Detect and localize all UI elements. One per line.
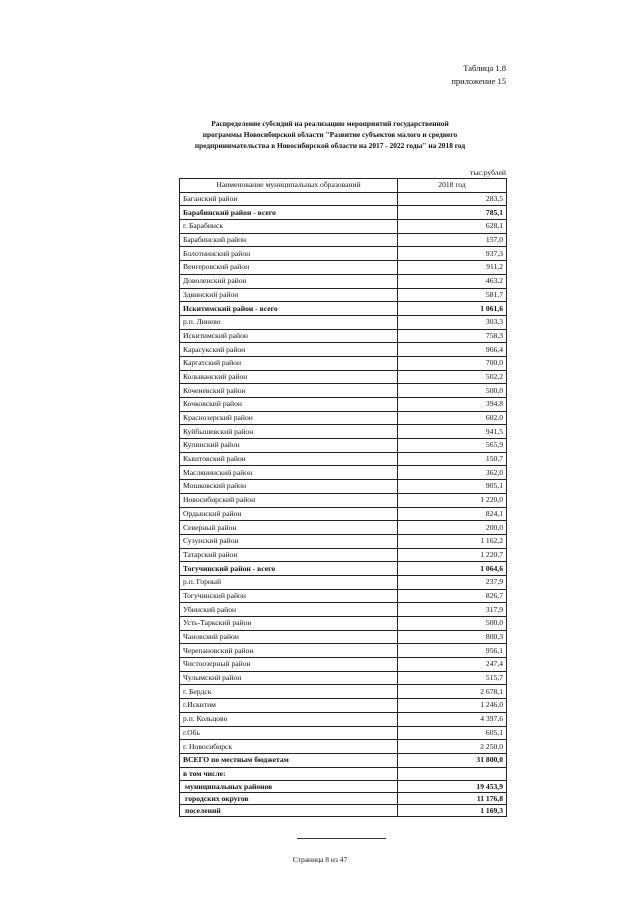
cell-name: муниципальных районов — [180, 781, 398, 793]
cell-name: р.п. Линево — [180, 315, 398, 329]
breakdown-row — [180, 793, 507, 805]
cell-name: Коченевский район — [180, 384, 398, 398]
cell-value: 157,0 — [398, 233, 507, 247]
cell-name: Венгеровский район — [180, 261, 398, 275]
cell-name: г. Барабинск — [180, 220, 398, 234]
cell-name: городских округов — [180, 793, 398, 805]
table-row — [180, 685, 507, 699]
table-row — [180, 206, 507, 220]
table-row — [180, 603, 507, 617]
table-row — [180, 192, 507, 206]
cell-value: 1 162,2 — [398, 534, 507, 548]
table-row — [180, 288, 507, 302]
table-row — [180, 439, 507, 453]
cell-value: 581,7 — [398, 288, 507, 302]
subsidy-table — [179, 178, 507, 817]
cell-value: 565,9 — [398, 439, 507, 453]
cell-value: 1 061,6 — [398, 302, 507, 316]
cell-name: Барабинский район — [180, 233, 398, 247]
cell-name: Купинский район — [180, 439, 398, 453]
cell-name: Здвинский район — [180, 288, 398, 302]
cell-value: 911,2 — [398, 261, 507, 275]
table-row — [180, 658, 507, 672]
table-row — [180, 425, 507, 439]
cell-value: 362,0 — [398, 466, 507, 480]
cell-value: 800,3 — [398, 630, 507, 644]
cell-value: 966,4 — [398, 343, 507, 357]
breakdown-row — [180, 781, 507, 793]
cell-value: 824,1 — [398, 507, 507, 521]
table-row — [180, 726, 507, 740]
cell-value: 1 169,3 — [398, 805, 507, 817]
table-reference: Таблица 1.8 — [463, 63, 506, 73]
footer-divider — [297, 838, 386, 839]
table-row — [180, 589, 507, 603]
cell-name: Мошковский район — [180, 480, 398, 494]
table-row — [180, 480, 507, 494]
appendix-reference: приложение 15 — [451, 76, 506, 86]
column-header-year: 2018 год — [398, 179, 507, 193]
cell-value: 19 453,9 — [398, 781, 507, 793]
cell-name: поселений — [180, 805, 398, 817]
table-row — [180, 370, 507, 384]
cell-value: 602,0 — [398, 411, 507, 425]
cell-name: Татарский район — [180, 548, 398, 562]
cell-name: г. Бердск — [180, 685, 398, 699]
cell-value: 247,4 — [398, 658, 507, 672]
cell-name: Колыванский район — [180, 370, 398, 384]
cell-value: 785,1 — [398, 206, 507, 220]
cell-name: Черепановский район — [180, 644, 398, 658]
table-row — [180, 384, 507, 398]
cell-name: Убинский район — [180, 603, 398, 617]
cell-value: 283,5 — [398, 192, 507, 206]
table-row — [180, 699, 507, 713]
cell-name: Усть-Таркский район — [180, 617, 398, 631]
cell-value: 937,3 — [398, 247, 507, 261]
cell-name: Чистоозерный район — [180, 658, 398, 672]
cell-name: Каргатский район — [180, 356, 398, 370]
cell-value: 200,0 — [398, 521, 507, 535]
table-row — [180, 261, 507, 275]
table-row — [180, 712, 507, 726]
cell-name: Кыштовский район — [180, 452, 398, 466]
table-row — [180, 315, 507, 329]
cell-value: 500,0 — [398, 617, 507, 631]
cell-value: 905,1 — [398, 480, 507, 494]
table-row — [180, 233, 507, 247]
table-row — [180, 356, 507, 370]
table-row — [180, 220, 507, 234]
cell-name: г.Искитим — [180, 699, 398, 713]
title-line-1: Распределение субсидий на реализацию мероприятий государственной — [211, 119, 449, 128]
cell-value: 394,8 — [398, 398, 507, 412]
table-row — [180, 507, 507, 521]
cell-name: Доволенский район — [180, 274, 398, 288]
cell-name: Куйбышевский район — [180, 425, 398, 439]
table-row — [180, 562, 507, 576]
cell-name: Баганский район — [180, 192, 398, 206]
table-row — [180, 521, 507, 535]
page-number: Страница 8 из 47 — [292, 855, 348, 864]
cell-value: 500,0 — [398, 384, 507, 398]
title-line-3: предпринимательства в Новосибирской области на 2017 - 2022 годы" на 2018 год — [194, 141, 466, 150]
cell-name: Новосибирский район — [180, 493, 398, 507]
including-row — [180, 767, 507, 781]
cell-value: 628,1 — [398, 220, 507, 234]
total-row — [180, 753, 507, 767]
cell-value: 150,7 — [398, 452, 507, 466]
cell-name: Болотнинский район — [180, 247, 398, 261]
cell-name: ВСЕГО по местным бюджетам — [180, 753, 398, 767]
table-row — [180, 302, 507, 316]
table-row — [180, 329, 507, 343]
cell-value: 11 176,8 — [398, 793, 507, 805]
table-row — [180, 617, 507, 631]
cell-name: г. Новосибирск — [180, 740, 398, 754]
units-label: тыс.рублей — [470, 168, 506, 177]
table-row — [180, 493, 507, 507]
cell-name: Искитимский район - всего — [180, 302, 398, 316]
cell-value: 502,2 — [398, 370, 507, 384]
cell-name: Ордынский район — [180, 507, 398, 521]
cell-name: Чановский район — [180, 630, 398, 644]
cell-value: 31 800,0 — [398, 753, 507, 767]
cell-name: Краснозерский район — [180, 411, 398, 425]
cell-name: Барабинский район - всего — [180, 206, 398, 220]
table-body — [180, 192, 507, 817]
table-header-row — [180, 179, 507, 193]
cell-name: Кочковский район — [180, 398, 398, 412]
column-header-name: Наименование муниципальных образований — [180, 179, 398, 193]
cell-value: 515,7 — [398, 671, 507, 685]
cell-value — [398, 767, 507, 781]
cell-name: г.Обь — [180, 726, 398, 740]
cell-name: Искитимский район — [180, 329, 398, 343]
table-row — [180, 575, 507, 589]
title-line-2: программы Новосибирской области "Развитие субъектов малого и среднего — [202, 130, 458, 139]
cell-name: р.п. Горный — [180, 575, 398, 589]
table-row — [180, 671, 507, 685]
breakdown-row — [180, 805, 507, 817]
table-row — [180, 247, 507, 261]
document-title — [160, 118, 500, 151]
cell-name: Сузунский район — [180, 534, 398, 548]
table-row — [180, 452, 507, 466]
cell-value: 941,5 — [398, 425, 507, 439]
cell-name: Маслянинский район — [180, 466, 398, 480]
table-row — [180, 466, 507, 480]
table-row — [180, 411, 507, 425]
table-row — [180, 534, 507, 548]
cell-value: 4 397,6 — [398, 712, 507, 726]
cell-value: 303,3 — [398, 315, 507, 329]
cell-value: 1 246,0 — [398, 699, 507, 713]
cell-name: в том числе: — [180, 767, 398, 781]
cell-value: 956,1 — [398, 644, 507, 658]
table-row — [180, 548, 507, 562]
cell-value: 237,9 — [398, 575, 507, 589]
cell-name: р.п. Кольцово — [180, 712, 398, 726]
cell-value: 463,2 — [398, 274, 507, 288]
table-row — [180, 398, 507, 412]
table-row — [180, 274, 507, 288]
table-row — [180, 630, 507, 644]
cell-name: Карасукский район — [180, 343, 398, 357]
cell-value: 2 250,0 — [398, 740, 507, 754]
cell-value: 1 220,7 — [398, 548, 507, 562]
cell-value: 826,7 — [398, 589, 507, 603]
cell-value: 2 678,1 — [398, 685, 507, 699]
cell-value: 1 220,0 — [398, 493, 507, 507]
cell-name: Северный район — [180, 521, 398, 535]
table-row — [180, 343, 507, 357]
cell-value: 758,3 — [398, 329, 507, 343]
cell-name: Чулымский район — [180, 671, 398, 685]
table-row — [180, 740, 507, 754]
cell-name: Тогучинский район — [180, 589, 398, 603]
cell-value: 1 064,6 — [398, 562, 507, 576]
cell-value: 317,9 — [398, 603, 507, 617]
table-row — [180, 644, 507, 658]
cell-name: Тогучинский район - всего — [180, 562, 398, 576]
cell-value: 605,1 — [398, 726, 507, 740]
cell-value: 700,0 — [398, 356, 507, 370]
